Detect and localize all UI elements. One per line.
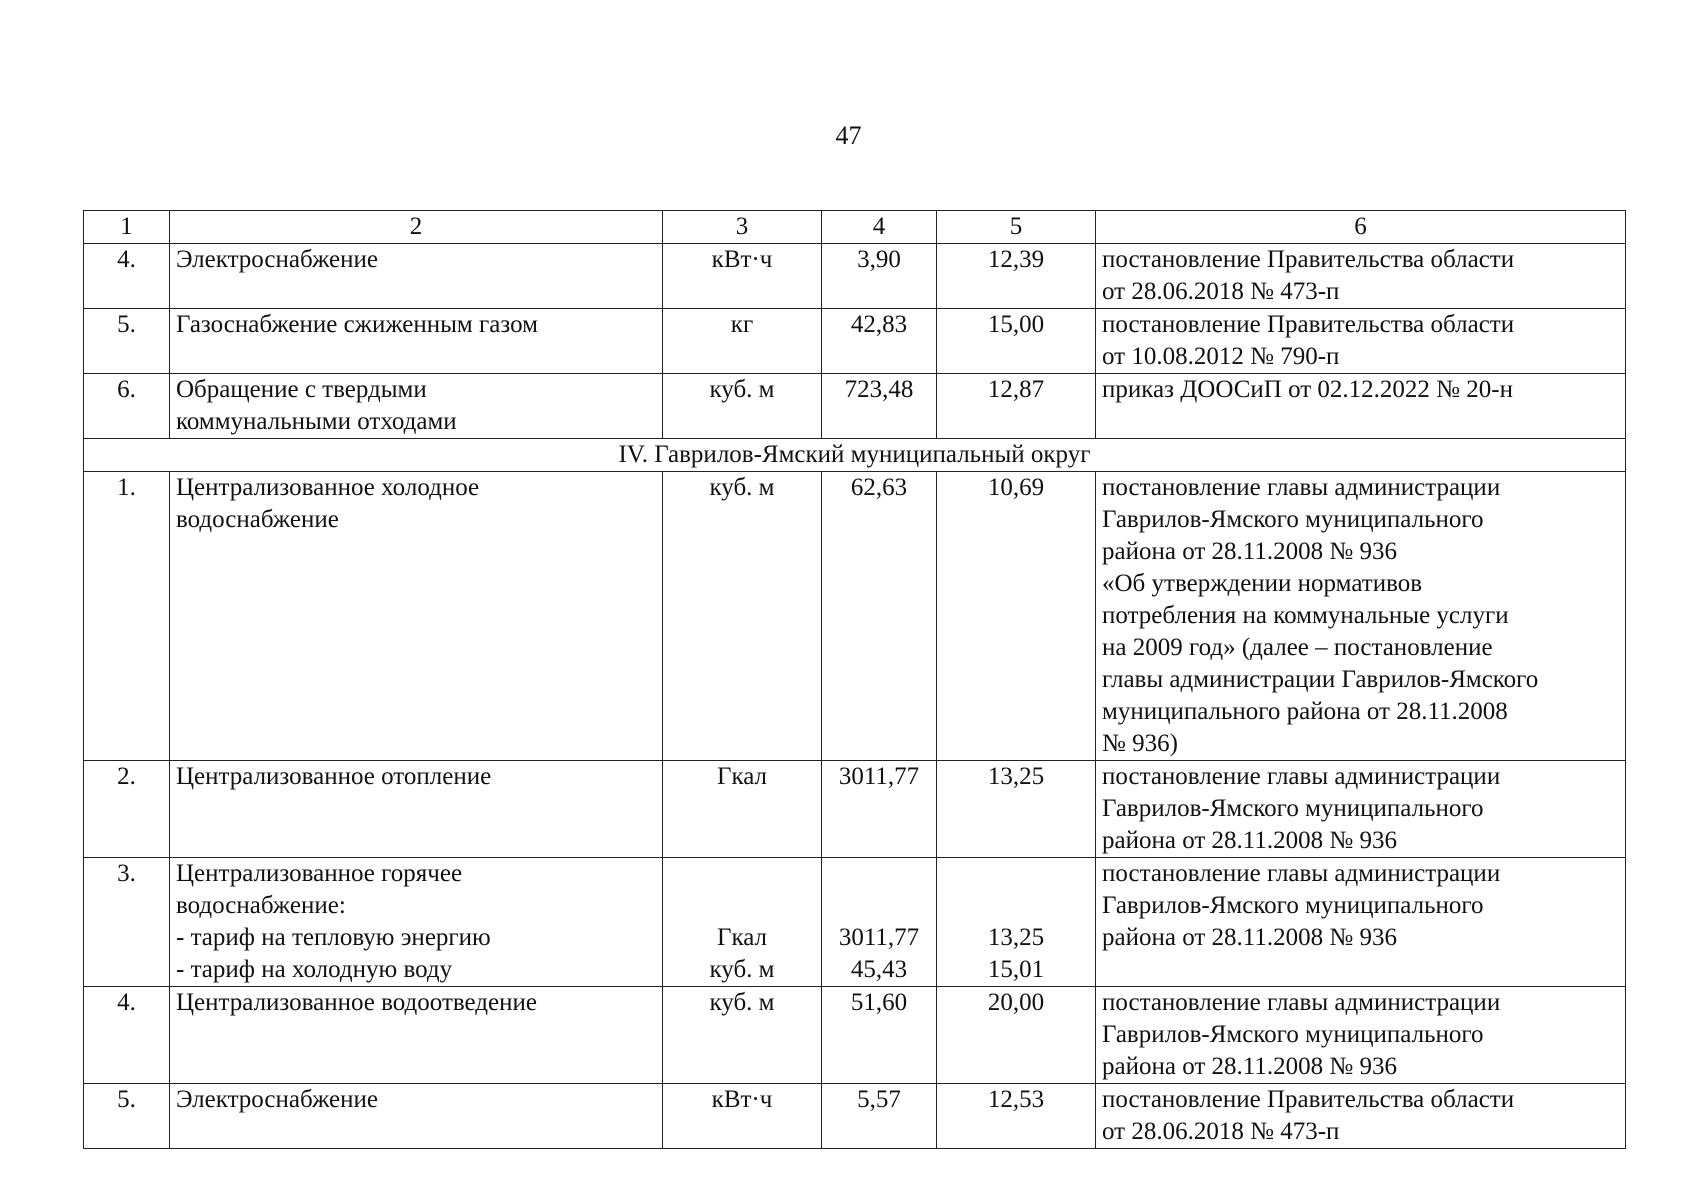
cell-line: главы администрации Гаврилов-Ямского (1102, 666, 1539, 693)
service-name-cell (170, 1084, 663, 1149)
unit-cell (663, 1084, 822, 1149)
cell-line: муниципального района от 28.11.2008 (1102, 698, 1508, 725)
cell-line: 10,69 (987, 474, 1045, 501)
rate-value-cell (937, 244, 1096, 309)
rate-value-cell (937, 309, 1096, 374)
cell-line (943, 858, 1089, 890)
unit-cell (663, 987, 822, 1084)
cell-line: Гкал (716, 763, 767, 790)
cell-line: Гаврилов-Ямского муниципального (1102, 795, 1484, 822)
row-number-cell: 4. (84, 244, 170, 309)
cell-line: от 28.06.2018 № 473-п (1102, 278, 1340, 305)
cell-line: 12,39 (987, 246, 1045, 273)
cell-line: куб. м (709, 956, 775, 983)
cell-line: куб. м (709, 376, 775, 403)
norm-value-cell (822, 472, 937, 761)
cell-line: 45,43 (850, 956, 908, 983)
unit-cell (663, 309, 822, 374)
cell-line: 51,60 (850, 989, 908, 1016)
rate-value-cell (937, 761, 1096, 858)
cell-line (943, 890, 1089, 922)
header-cell: 5 (937, 211, 1096, 244)
legal-document-cell (1096, 244, 1626, 309)
cell-line: постановление Правительства области (1102, 246, 1515, 273)
row-number-cell: 2. (84, 761, 170, 858)
cell-line: района от 28.11.2008 № 936 (1102, 924, 1397, 951)
row-number-cell: 6. (84, 374, 170, 439)
norm-value-cell (822, 761, 937, 858)
table-row (84, 987, 1626, 1084)
service-name-cell (170, 374, 663, 439)
service-name-cell (170, 987, 663, 1084)
unit-cell (663, 472, 822, 761)
cell-line: 5,57 (857, 1086, 901, 1113)
norm-value-cell (822, 374, 937, 439)
table-row (84, 1084, 1626, 1149)
cell-line: 3011,77 (838, 763, 920, 790)
cell-line: 12,53 (987, 1086, 1045, 1113)
legal-document-cell (1096, 987, 1626, 1084)
cell-line: 42,83 (850, 311, 908, 338)
legal-document-cell (1096, 1084, 1626, 1149)
cell-line: - тариф на холодную воду (176, 956, 453, 983)
cell-line: Централизованное водоотведение (176, 989, 537, 1016)
legal-document-cell (1096, 472, 1626, 761)
section-title: IV. Гаврилов-Ямский муниципальный округ (84, 439, 1626, 472)
cell-line: района от 28.11.2008 № 936 (1102, 538, 1397, 565)
cell-line (669, 890, 815, 922)
cell-line: Электроснабжение (176, 246, 378, 273)
cell-line: Централизованное отопление (176, 763, 492, 790)
cell-line: 723,48 (844, 376, 914, 403)
cell-line: 62,63 (850, 474, 908, 501)
cell-line: 13,25 (987, 924, 1045, 951)
rate-value-cell (937, 374, 1096, 439)
cell-line: Централизованное холодное (176, 474, 480, 501)
cell-line: постановление главы администрации (1102, 474, 1501, 501)
norm-value-cell (822, 858, 937, 987)
cell-line: водоснабжение (176, 506, 339, 533)
row-number-cell: 3. (84, 858, 170, 987)
cell-line: Централизованное горячее (176, 860, 463, 887)
cell-line: 15,01 (987, 956, 1045, 983)
legal-document-cell (1096, 374, 1626, 439)
unit-cell (663, 761, 822, 858)
cell-line: Газоснабжение сжиженным газом (176, 311, 538, 338)
cell-line: Гкал (716, 924, 767, 951)
cell-line: 20,00 (987, 989, 1045, 1016)
cell-line: «Об утверждении нормативов (1102, 570, 1423, 597)
header-cell: 6 (1096, 211, 1626, 244)
cell-line: водоснабжение: (176, 892, 346, 919)
norm-value-cell (822, 1084, 937, 1149)
header-cell: 1 (84, 211, 170, 244)
norm-value-cell (822, 987, 937, 1084)
cell-line (828, 858, 930, 890)
header-cell: 2 (170, 211, 663, 244)
table-row (84, 472, 1626, 761)
cell-line: Гаврилов-Ямского муниципального (1102, 892, 1484, 919)
service-name-cell (170, 858, 663, 987)
cell-line: кг (730, 311, 754, 338)
row-number-cell: 4. (84, 987, 170, 1084)
cell-line: куб. м (709, 474, 775, 501)
legal-document-cell (1096, 858, 1626, 987)
row-number-cell: 5. (84, 1084, 170, 1149)
cell-line: на 2009 год» (далее – постановление (1102, 634, 1493, 661)
norm-value-cell (822, 244, 937, 309)
unit-cell (663, 374, 822, 439)
cell-line: постановление Правительства области (1102, 311, 1515, 338)
cell-line: постановление Правительства области (1102, 1086, 1515, 1113)
header-cell: 3 (663, 211, 822, 244)
row-number-cell: 5. (84, 309, 170, 374)
table-row (84, 858, 1626, 987)
cell-line: от 28.06.2018 № 473-п (1102, 1118, 1340, 1145)
cell-line: № 936) (1102, 730, 1178, 757)
cell-line: постановление главы администрации (1102, 860, 1501, 887)
service-name-cell (170, 472, 663, 761)
cell-line: от 10.08.2012 № 790-п (1102, 343, 1340, 370)
table-row (84, 309, 1626, 374)
row-number-cell: 1. (84, 472, 170, 761)
rate-value-cell (937, 987, 1096, 1084)
service-name-cell (170, 761, 663, 858)
cell-line: 3,90 (857, 246, 901, 273)
cell-line: коммунальными отходами (176, 408, 457, 435)
cell-line: Электроснабжение (176, 1086, 378, 1113)
header-row (84, 211, 1626, 244)
norm-value-cell (822, 309, 937, 374)
cell-line: постановление главы администрации (1102, 989, 1501, 1016)
rate-value-cell (937, 472, 1096, 761)
cell-line (828, 890, 930, 922)
section-row (84, 439, 1626, 472)
cell-line: Обращение с твердыми (176, 376, 427, 403)
cell-line: - тариф на тепловую энергию (176, 924, 491, 951)
service-name-cell (170, 309, 663, 374)
cell-line: района от 28.11.2008 № 936 (1102, 1053, 1397, 1080)
cell-line: кВт·ч (711, 1086, 773, 1113)
rate-value-cell (937, 1084, 1096, 1149)
table-row (84, 761, 1626, 858)
cell-line: Гаврилов-Ямского муниципального (1102, 1021, 1484, 1048)
header-cell: 4 (822, 211, 937, 244)
cell-line: 3011,77 (838, 924, 920, 951)
rate-value-cell (937, 858, 1096, 987)
cell-line: постановление главы администрации (1102, 763, 1501, 790)
page-number: 47 (835, 121, 862, 150)
cell-line: района от 28.11.2008 № 936 (1102, 827, 1397, 854)
table-row (84, 244, 1626, 309)
cell-line: 15,00 (987, 311, 1045, 338)
service-name-cell (170, 244, 663, 309)
cell-line: Гаврилов-Ямского муниципального (1102, 506, 1484, 533)
legal-document-cell (1096, 761, 1626, 858)
unit-cell (663, 858, 822, 987)
table-body (84, 211, 1626, 1149)
tariff-table (83, 210, 1626, 1149)
cell-line: потребления на коммунальные услуги (1102, 602, 1509, 629)
legal-document-cell (1096, 309, 1626, 374)
table-row (84, 374, 1626, 439)
cell-line: приказ ДООСиП от 02.12.2022 № 20-н (1102, 376, 1513, 403)
cell-line: 13,25 (987, 763, 1045, 790)
cell-line: 12,87 (987, 376, 1045, 403)
cell-line: куб. м (709, 989, 775, 1016)
unit-cell (663, 244, 822, 309)
cell-line: кВт·ч (711, 246, 773, 273)
cell-line (669, 858, 815, 890)
